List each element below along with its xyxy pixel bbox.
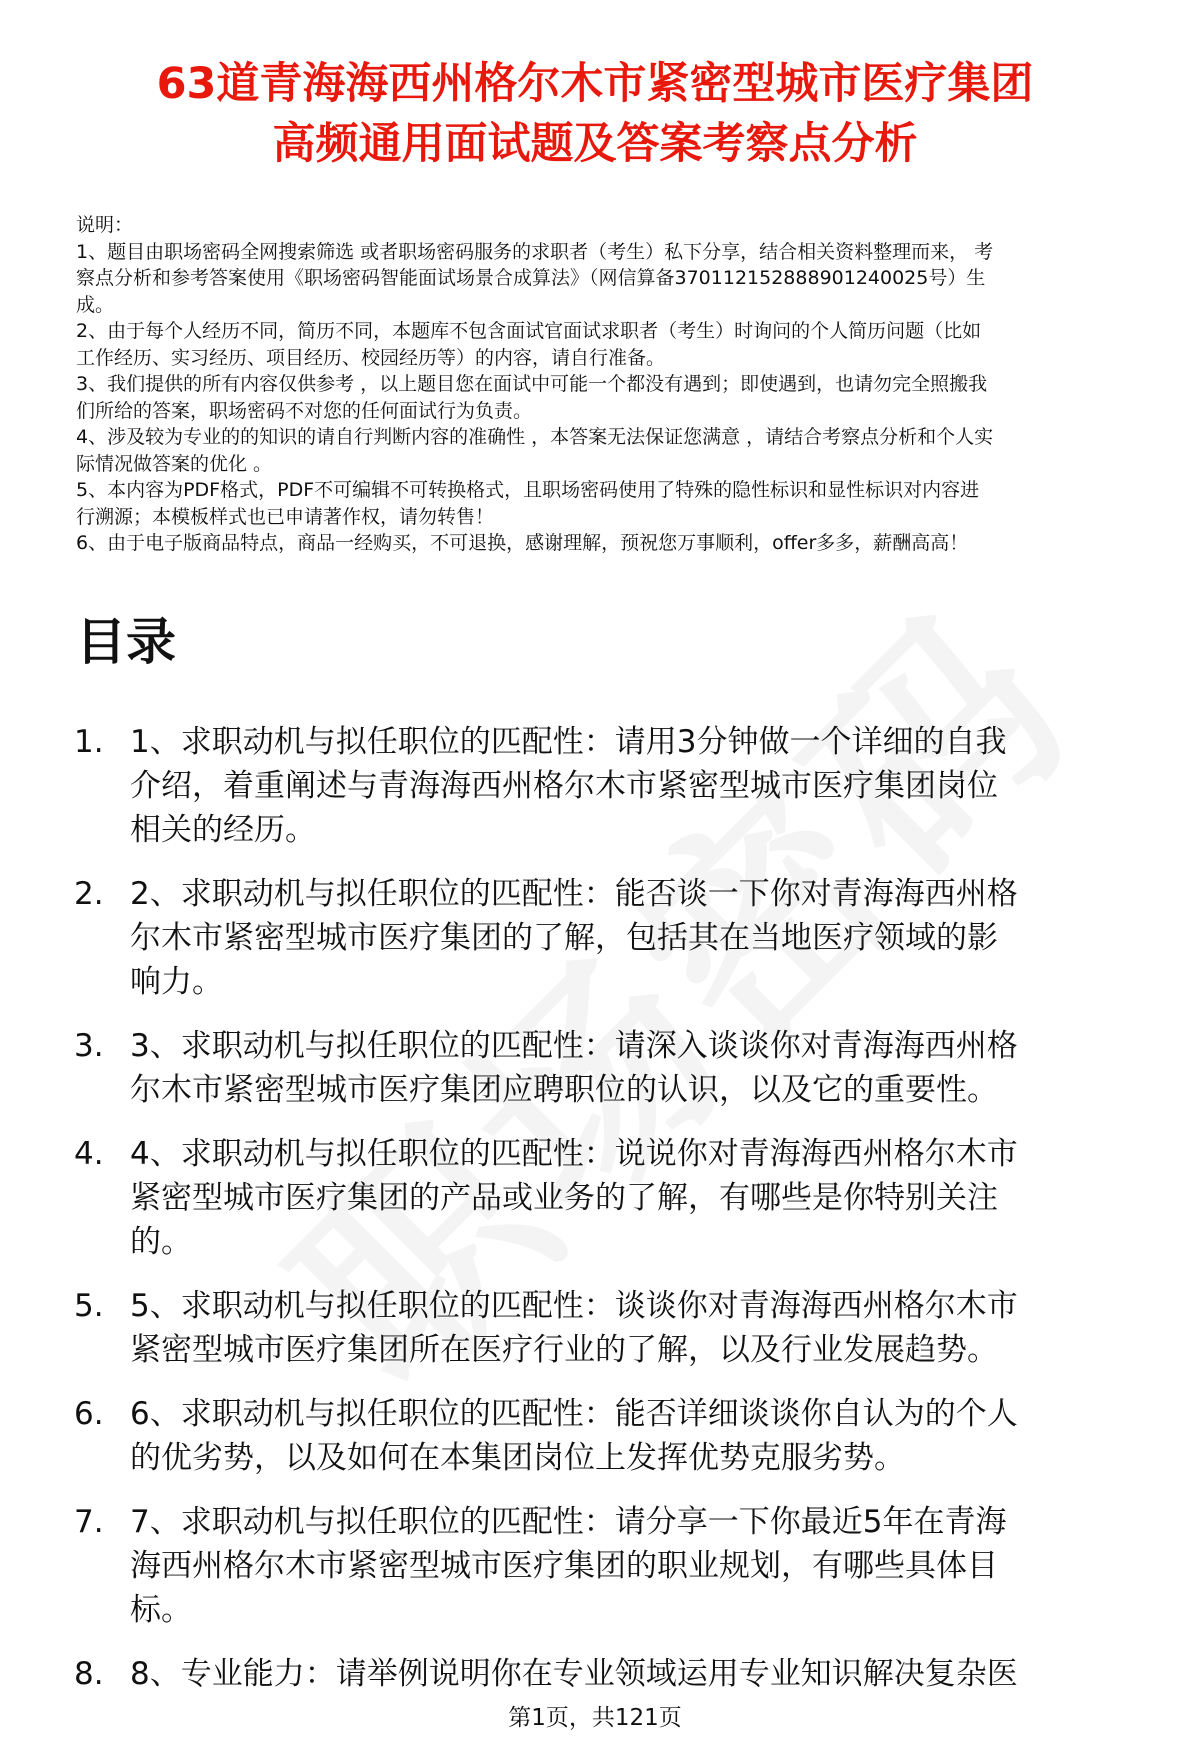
toc-item-line: 7、求职动机与拟任职位的匹配性：请分享一下你最近5年在青海 (130, 1504, 1007, 1540)
toc-item-line: 4、求职动机与拟任职位的匹配性：说说你对青海海西州格尔木市 (130, 1136, 1018, 1172)
notice-heading: 说明： (76, 214, 134, 236)
toc-heading: 目录 (76, 613, 176, 671)
notice-line: 2、由于每个人经历不同，简历不同，本题库不包含面试官面试求职者（考生）时询问的个人简历问题（比如 (76, 320, 982, 342)
toc-item-text (130, 1132, 1164, 1264)
toc-item-number: 6. (74, 1396, 104, 1432)
toc-item[interactable] (74, 1392, 1164, 1480)
notice-line: 3、我们提供的所有内容仅供参考 ，以上题目您在面试中可能一个都没有遇到；即使遇到，也请勿完全照搬我 (76, 373, 988, 395)
page-title-line-2: 高频通用面试题及答案考察点分析 (272, 119, 918, 169)
toc-item[interactable] (74, 1652, 1164, 1696)
toc-item-line: 标。 (130, 1592, 192, 1628)
notice-line: 1、题目由职场密码全网搜索筛选 或者职场密码服务的求职者（考生）私下分享，结合相关资料整理而来， 考 (76, 240, 994, 263)
page-title (60, 54, 1130, 174)
toc-item-line: 紧密型城市医疗集团的产品或业务的了解，有哪些是你特别关注 (130, 1180, 998, 1216)
toc-item-line: 尔木市紧密型城市医疗集团应聘职位的认识，以及它的重要性。 (130, 1072, 998, 1108)
toc-item[interactable] (74, 720, 1164, 852)
toc-item-line: 8、专业能力：请举例说明你在专业领域运用专业知识解决复杂医 (130, 1656, 1018, 1692)
toc-item-text (130, 1024, 1164, 1112)
toc-item[interactable] (74, 1132, 1164, 1264)
toc-item-text (130, 1652, 1164, 1696)
toc-item[interactable] (74, 1284, 1164, 1372)
toc-item[interactable] (74, 1024, 1164, 1112)
toc-item-text (130, 1284, 1164, 1372)
toc-item-text (130, 1392, 1164, 1480)
page-title-line-1: 63道青海海西州格尔木市紧密型城市医疗集团 (156, 59, 1034, 109)
notice-section (76, 212, 1162, 557)
toc-item-number: 8. (74, 1656, 104, 1692)
notice-line: 们所给的答案，职场密码不对您的任何面试行为负责。 (76, 399, 533, 422)
toc-item-line: 1、求职动机与拟任职位的匹配性：请用3分钟做一个详细的自我 (130, 724, 1007, 760)
toc-item[interactable] (74, 1500, 1164, 1632)
notice-line: 工作经历、实习经历、项目经历、校园经历等）的内容，请自行准备。 (76, 346, 666, 369)
toc-item-line: 2、求职动机与拟任职位的匹配性：能否谈一下你对青海海西州格 (130, 876, 1018, 912)
toc-item-line: 的。 (130, 1224, 192, 1260)
toc-item-line: 响力。 (130, 964, 223, 1000)
toc-item-number: 7. (74, 1504, 104, 1540)
toc-item-text (130, 720, 1164, 852)
toc-item-number: 3. (74, 1028, 104, 1064)
toc-list (74, 720, 1164, 1716)
toc-item-line: 的优劣势，以及如何在本集团岗位上发挥优势克服劣势。 (130, 1440, 905, 1476)
toc-item-line: 尔木市紧密型城市医疗集团的了解，包括其在当地医疗领域的影 (130, 920, 998, 956)
toc-item-line: 紧密型城市医疗集团所在医疗行业的了解，以及行业发展趋势。 (130, 1332, 998, 1368)
toc-item-line: 海西州格尔木市紧密型城市医疗集团的职业规划，有哪些具体目 (130, 1548, 998, 1584)
toc-item-line: 5、求职动机与拟任职位的匹配性：谈谈你对青海海西州格尔木市 (130, 1288, 1018, 1324)
toc-item[interactable] (74, 872, 1164, 1004)
notice-line: 行溯源；本模板样式也已申请著作权，请勿转售！ (76, 505, 495, 528)
toc-item-number: 5. (74, 1288, 104, 1324)
toc-item-number: 2. (74, 876, 104, 912)
notice-line: 成。 (76, 293, 115, 316)
toc-item-line: 相关的经历。 (130, 812, 316, 848)
notice-line: 察点分析和参考答案使用《职场密码智能面试场景合成算法》（网信算备370112152888901240025号）生 (76, 267, 986, 289)
toc-item-line: 介绍，着重阐述与青海海西州格尔木市紧密型城市医疗集团岗位 (130, 768, 998, 804)
toc-item-text (130, 872, 1164, 1004)
notice-line: 6、由于电子版商品特点，商品一经购买，不可退换，感谢理解，预祝您万事顺利，offer多多，薪酬高高！ (76, 532, 969, 554)
notice-line: 际情况做答案的优化 。 (76, 452, 273, 475)
toc-item-line: 3、求职动机与拟任职位的匹配性：请深入谈谈你对青海海西州格 (130, 1028, 1018, 1064)
toc-item-text (130, 1500, 1164, 1632)
notice-line: 4、涉及较为专业的的知识的请自行判断内容的准确性 ，本答案无法保证您满意 ，请结合考察点分析和个人实 (76, 426, 994, 448)
notice-line: 5、本内容为PDF格式，PDF不可编辑不可转换格式，且职场密码使用了特殊的隐性标识和显性标识对内容进 (76, 479, 980, 501)
toc-item-number: 1. (74, 724, 104, 760)
toc-item-number: 4. (74, 1136, 104, 1172)
page-footer: 第1页，共121页 (0, 1703, 1190, 1733)
toc-item-line: 6、求职动机与拟任职位的匹配性：能否详细谈谈你自认为的个人 (130, 1396, 1018, 1432)
